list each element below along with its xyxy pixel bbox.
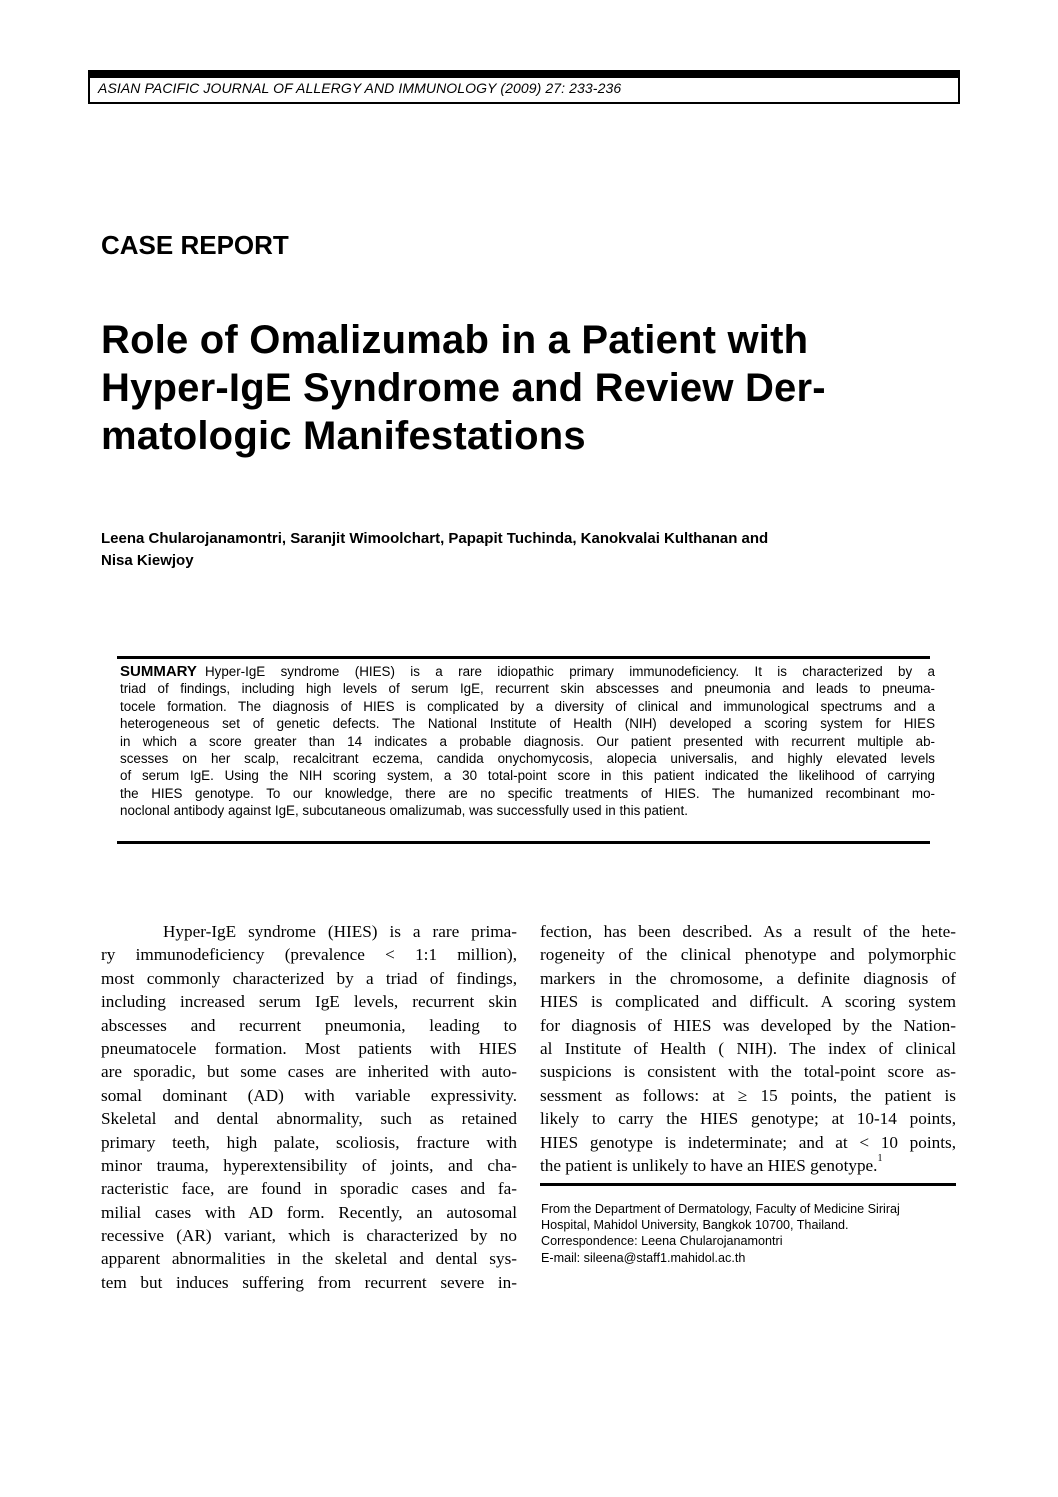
- summary-top-rule: [117, 656, 930, 659]
- title-line: Hyper-IgE Syndrome and Review Der-: [101, 366, 826, 410]
- author-line: Leena Chularojanamontri, Saranjit Wimoolchart, Papapit Tuchinda, Kanokvalai Kulthanan and: [101, 530, 769, 547]
- summary-bottom-rule: [117, 841, 930, 844]
- summary-line: [120, 663, 935, 680]
- body-line: tem but induces suffering from recurrent severe in-: [101, 1272, 517, 1292]
- summary-line: the HIES genotype. To our knowledge, there are no specific treatments of HIES. The humanized recombinant mo-: [120, 785, 935, 801]
- summary-line: scesses on her scalp, recalcitrant eczema, candida onychomycosis, alopecia universalis, and highly elevated levels: [120, 750, 935, 766]
- body-line: primary teeth, high palate, scoliosis, fracture with: [101, 1132, 517, 1152]
- body-line: including increased serum IgE levels, recurrent skin: [101, 992, 517, 1012]
- body-line: recessive (AR) variant, which is characterized by no: [101, 1226, 517, 1246]
- body-line: milial cases with AD form. Recently, an autosomal: [101, 1202, 517, 1222]
- body-line: pneumatocele formation. Most patients with HIES: [101, 1038, 517, 1058]
- summary-line: of serum IgE. Using the NIH scoring system, a 30 total-point score in this patient indicated the likelihood of carrying: [120, 768, 935, 784]
- author-line: Nisa Kiewjoy: [101, 552, 194, 569]
- title-line: matologic Manifestations: [101, 414, 586, 458]
- summary-label: SUMMARY: [120, 663, 197, 680]
- body-line: most commonly characterized by a triad of findings,: [101, 968, 517, 988]
- body-line: Skeletal and dental abnormality, such as retained: [101, 1109, 517, 1129]
- affiliation-line: Hospital, Mahidol University, Bangkok 10700, Thailand.: [541, 1218, 849, 1233]
- journal-header: [88, 70, 960, 104]
- affiliation-footnote: [541, 1201, 961, 1266]
- body-line: are sporadic, but some cases are inherited with auto-: [101, 1062, 517, 1082]
- body-line: minor trauma, hyperextensibility of joints, and cha-: [101, 1155, 517, 1175]
- body-line-text: the patient is unlikely to have an HIES genotype.: [540, 1155, 878, 1175]
- article-title: [101, 316, 961, 460]
- reference-marker[interactable]: 1: [877, 1152, 883, 1164]
- body-line: abscesses and recurrent pneumonia, leading to: [101, 1015, 517, 1035]
- footnote-rule: [540, 1183, 956, 1186]
- summary-abstract: [120, 663, 935, 820]
- body-line: suspicions is consistent with the total-point score as-: [540, 1062, 956, 1082]
- body-line: ry immunodeficiency (prevalence < 1:1 million),: [101, 945, 517, 965]
- body-line: for diagnosis of HIES was developed by the Nation-: [540, 1015, 956, 1035]
- body-line: markers in the chromosome, a definite diagnosis of: [540, 968, 956, 988]
- body-line: HIES is complicated and difficult. A scoring system: [540, 992, 956, 1012]
- body-line: likely to carry the HIES genotype; at 10-14 points,: [540, 1109, 956, 1129]
- summary-text: Hyper-IgE syndrome (HIES) is a rare idiopathic primary immunodeficiency. It is characterized by a: [204, 664, 935, 679]
- body-line: fection, has been described. As a result of the hete-: [540, 922, 956, 941]
- body-column-right: [540, 920, 956, 1177]
- body-column-left: [101, 920, 517, 1294]
- body-line: racteristic face, are found in sporadic cases and fa-: [101, 1179, 517, 1199]
- author-list: [101, 528, 961, 572]
- summary-line: tocele formation. The diagnosis of HIES is complicated by a diversity of clinical and immunological spectrums and a: [120, 698, 935, 714]
- summary-line: heterogeneous set of genetic defects. The National Institute of Health (NIH) developed a scoring system for HIES: [120, 716, 935, 732]
- body-line: sessment as follows: at ≥ 15 points, the patient is: [540, 1085, 956, 1105]
- body-line: al Institute of Health ( NIH). The index of clinical: [540, 1038, 956, 1058]
- body-line: somal dominant (AD) with variable expressivity.: [101, 1085, 517, 1105]
- journal-citation: ASIAN PACIFIC JOURNAL OF ALLERGY AND IMMUNOLOGY (2009) 27: 233-236: [98, 80, 622, 96]
- summary-line: triad of findings, including high levels of serum IgE, recurrent skin abscesses and pneumonia and leads to pneuma-: [120, 681, 935, 697]
- affiliation-line: E-mail: sileena@staff1.mahidol.ac.th: [541, 1250, 746, 1265]
- body-line: rogeneity of the clinical phenotype and polymorphic: [540, 945, 956, 965]
- body-line: HIES genotype is indeterminate; and at < 10 points,: [540, 1132, 956, 1152]
- title-line: Role of Omalizumab in a Patient with: [101, 318, 809, 362]
- body-line: [540, 1154, 956, 1177]
- summary-line: in which a score greater than 14 indicates a probable diagnosis. Our patient presented with recurrent multiple ab-: [120, 733, 935, 749]
- summary-line: noclonal antibody against IgE, subcutaneous omalizumab, was successfully used in this patient.: [120, 803, 688, 819]
- affiliation-line: Correspondence: Leena Chularojanamontri: [541, 1234, 783, 1249]
- body-line: apparent abnormalities in the skeletal and dental sys-: [101, 1249, 517, 1269]
- body-line: Hyper-IgE syndrome (HIES) is a rare prima-: [163, 922, 517, 941]
- affiliation-line: From the Department of Dermatology, Faculty of Medicine Siriraj: [541, 1202, 900, 1216]
- section-label: CASE REPORT: [101, 230, 289, 260]
